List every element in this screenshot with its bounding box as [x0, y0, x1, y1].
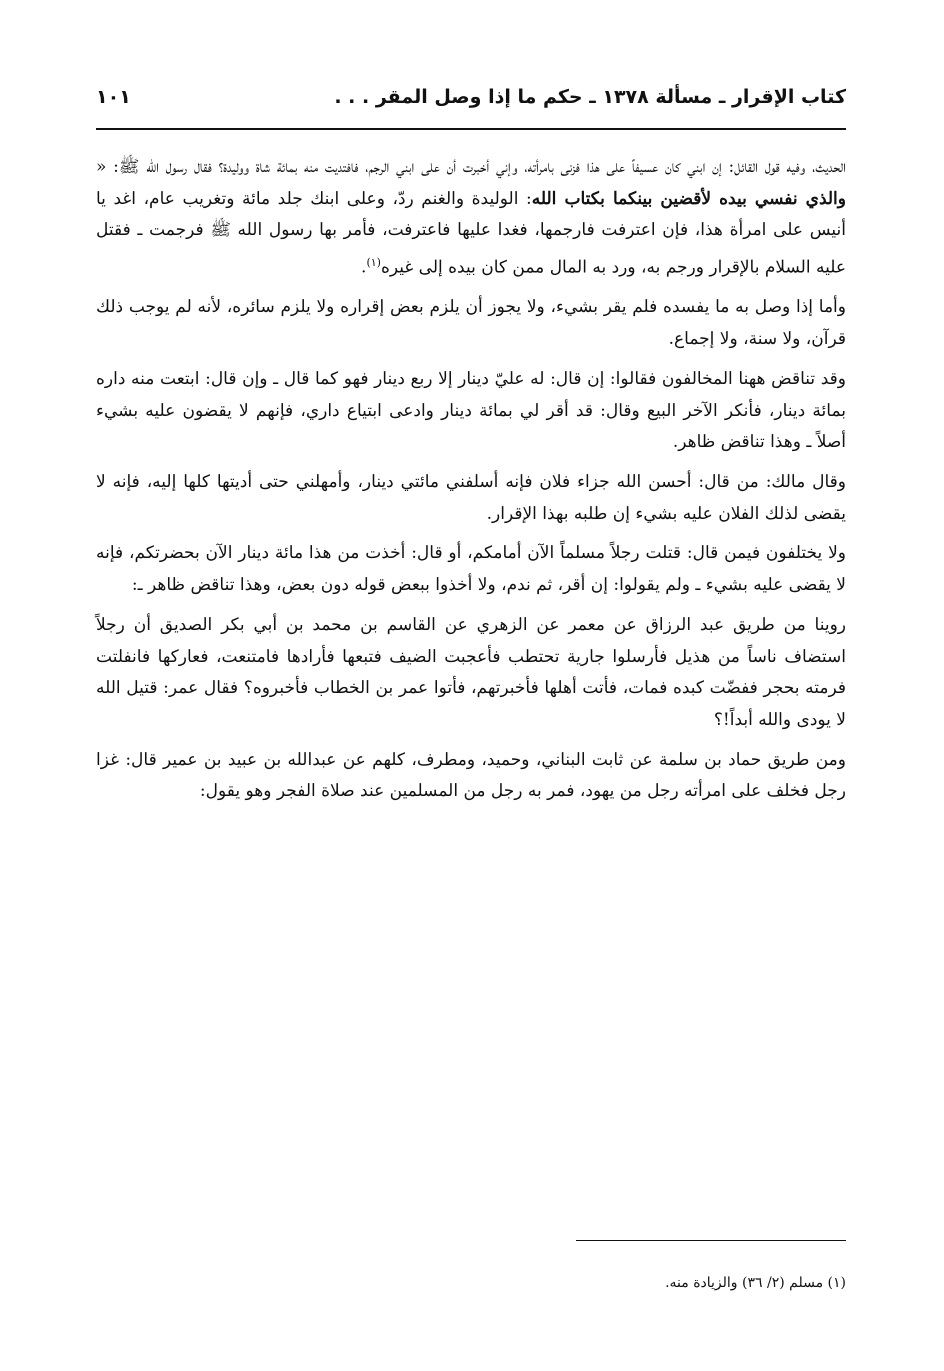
main-text	[96, 152, 846, 808]
footnote: (١) مسلم (٢/ ٣٦) والزيادة منه.	[665, 1275, 846, 1291]
paragraph: ولا يختلفون فيمن قال: قتلت رجلاً مسلماً الآن أمامكم، أو قال: أخذت من هذا مائة دينار الآن بحضرتكم، فإنه لا يقضى عليه بشيء ـ ولم يقولوا: إن أقر، ثم ندم، ولا أخذوا ببعض قوله دون بعض، وهذا تناقض ظاهر ـ:	[96, 543, 846, 596]
paragraph-end: .	[361, 257, 367, 278]
paragraph-text: : الوليدة والغنم ردّ، وعلى ابنك جلد مائة وتغريب عام، اغد يا أنيس على امرأة هذا، فإن اعترفت فارجمها، فغدا عليها فاعترفت، فأمر بها رسول الله ﷺ فرجمت ـ فقتل عليه السلام بالإقرار ورجم به، ورد به المال ممن كان بيده إلى غيره	[96, 188, 846, 278]
paragraph: روينا من طريق عبد الرزاق عن معمر عن الزهري عن القاسم بن محمد بن أبي بكر الصديق أن رجلاً استضاف ناساً من هذيل فأرسلوا جارية تحتطب فأعجبت الضيف فتبعها فأرادها فامتنعت، فعاركها فانفلتت فرمته بحجر ففضّت كبده فمات، فأتت أهلها فأخبرتهم، فأتوا عمر بن الخطاب فأخبروه؟ فقال عمر: قتيل الله لا يودى والله أبداً!؟	[96, 614, 846, 730]
paragraph: وقد تناقض ههنا المخالفون فقالوا: إن قال: له عليّ دينار إلا ربع دينار فهو كما قال ـ وإن قال: ابتعت منه داره بمائة دينار، فأنكر الآخر البيع وقال: قد أقر لي بمائة دينار وادعى ابتياع داري، فإنهم لا يقضون عليه بشيء أصلاً ـ وهذا تناقض ظاهر.	[96, 368, 846, 453]
running-title: كتاب الإقرار ـ مسألة ١٣٧٨ ـ حكم ما إذا وصل المقر . . .	[334, 86, 846, 108]
prophetic-quote: والذي نفسي بيده لأقضين بينكما بكتاب الله	[531, 188, 846, 209]
page-number: ١٠١	[96, 86, 131, 108]
paragraph-text: الحديث، وفيه قول القائل: إن ابني كان عسيفاً على هذا فزنى بامرأته، وإني أخبرت أن على ابني الرجم، فافتديت منه بمائة شاة ووليدة؟ فقال رسول الله ﷺ: «	[96, 157, 846, 177]
paragraph: وقال مالك: من قال: أحسن الله جزاء فلان فإنه أسلفني مائتي دينار، وأمهلني حتى أديتها كلها إليه، فإنه لا يقضى لذلك الفلان عليه بشيء إن طلبه بهذا الإقرار.	[96, 471, 846, 524]
running-header	[96, 86, 846, 122]
footnote-reference: (١)	[366, 256, 381, 270]
footnote-divider	[576, 1240, 846, 1241]
paragraph-hadith	[96, 152, 846, 284]
header-divider	[96, 128, 846, 130]
paragraph: وأما إذا وصل به ما يفسده فلم يقر بشيء، ولا يجوز أن يلزم بعض إقراره ولا يلزم سائره، لأنه لم يوجب ذلك قرآن، ولا سنة، ولا إجماع.	[96, 297, 846, 350]
paragraph: ومن طريق حماد بن سلمة عن ثابت البناني، وحميد، ومطرف، كلهم عن عبدالله بن عبيد بن عمير قال: غزا رجل فخلف على امرأته رجل من يهود، فمر به رجل من المسلمين عند صلاة الفجر وهو يقول:	[96, 749, 846, 802]
